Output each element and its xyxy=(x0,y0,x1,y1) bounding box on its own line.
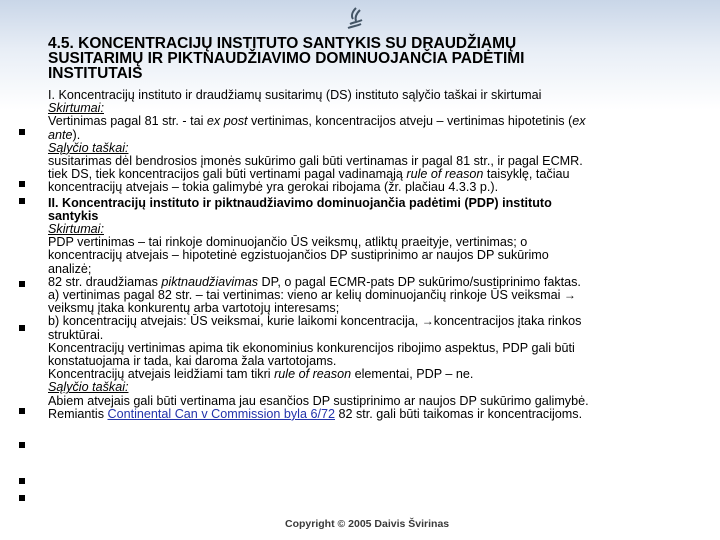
feather-logo-icon xyxy=(342,6,368,32)
title-line: SUSITARIMŲ IR PIKTNAUDŽIAVIMO DOMINUOJANČIA PADĖTIMI xyxy=(48,50,525,67)
section-heading-2: II. Koncentracijų instituto ir piktnaudžiavimo dominuojančia padėtimi (PDP) instituto xyxy=(48,195,552,210)
arrow-right-icon: → xyxy=(421,314,434,329)
paragraph-line: Abiem atvejais gali būti vertinama jau esančios DP sustiprinimo ar naujos DP sukūrimo galimybė. xyxy=(48,393,589,408)
section-heading-1: I. Koncentracijų instituto ir draudžiamų susitarimų (DS) instituto sąlyčio taškai ir skirtumai xyxy=(48,88,542,102)
square-bullet-icon xyxy=(19,442,25,448)
paragraph-line: koncentracijų atvejais – tokia galimybė yra gerokai ribojama (žr. plačiau 4.3.3 p.). xyxy=(48,180,499,195)
subheading-skirtumai: Skirtumai: xyxy=(48,222,104,237)
paragraph-line: analizė; xyxy=(48,261,92,276)
paragraph-line: a) vertinimas pagal 82 str. – tai vertinimas: vieno ar kelių dominuojančių rinkoje ŪS veiksmai → xyxy=(48,288,576,303)
square-bullet-icon xyxy=(19,198,25,204)
paragraph-line: konstatuojama ir tada, kai daroma žala vartotojams. xyxy=(48,354,337,369)
paragraph-line: koncentracijų atvejais – hipotetinė egzistuojančios DP sustiprinimo ar naujos DP sukūrimo xyxy=(48,248,549,263)
square-bullet-icon xyxy=(19,495,25,501)
paragraph-line: struktūrai. xyxy=(48,327,104,342)
paragraph-line: PDP vertinimas – tai rinkoje dominuojančio ŪS veiksmų, atliktų praeityje, vertinimas; o xyxy=(48,235,528,250)
square-bullet-icon xyxy=(19,129,25,135)
subheading-salycio: Sąlyčio taškai: xyxy=(48,380,129,395)
arrow-right-icon: → xyxy=(563,288,576,303)
square-bullet-icon xyxy=(19,181,25,187)
copyright-footer: Copyright © 2005 Daivis Švirinas xyxy=(285,518,450,530)
title-line: 4.5. KONCENTRACIJŲ INSTITUTO SANTYKIS SU DRAUDŽIAMŲ xyxy=(48,35,517,52)
paragraph-line: b) koncentracijų atvejais: ŪS veiksmai, kurie laikomi koncentracija, →koncentracijos įtaka rinkos xyxy=(48,314,582,329)
paragraph-line: Vertinimas pagal 81 str. - tai ex post vertinimas, koncentracijos atveju – vertinimas hipotetinis (ex xyxy=(48,114,586,129)
square-bullet-icon xyxy=(19,281,25,287)
paragraph-line: ante). xyxy=(48,127,81,142)
content-body xyxy=(48,89,698,421)
square-bullet-icon xyxy=(19,408,25,414)
paragraph-line: Remiantis Continental Can v Commission byla 6/72 82 str. gali būti taikomas ir koncentracijoms. xyxy=(48,406,583,421)
paragraph-line: Koncentracijų vertinimas apima tik ekonominius konkurencijos ribojimo aspektus, PDP gali būti xyxy=(48,340,575,355)
section-heading-2: santykis xyxy=(48,208,99,223)
title-line: INSTITUTAIS xyxy=(48,65,143,82)
square-bullet-icon xyxy=(19,478,25,484)
square-bullet-icon xyxy=(19,325,25,331)
paragraph-line: veiksmų įtaka konkurentų arba vartotojų interesams; xyxy=(48,301,340,316)
page-title xyxy=(48,36,688,81)
subheading-salycio: Sąlyčio taškai: xyxy=(48,140,129,155)
subheading-skirtumai: Skirtumai: xyxy=(48,101,104,116)
paragraph-line: Koncentracijų atvejais leidžiami tam tikri rule of reason elementai, PDP – ne. xyxy=(48,367,474,382)
paragraph-line: tiek DS, tiek koncentracijos gali būti vertinami pagal vadinamąją rule of reason taisyklę, tačiau xyxy=(48,167,570,182)
paragraph-line: 82 str. draudžiamas piktnaudžiavimas DP, o pagal ECMR-pats DP sukūrimo/sustiprinimo faktas. xyxy=(48,274,581,289)
case-link[interactable]: Continental Can v Commission byla 6/72 xyxy=(107,406,335,421)
paragraph-line: susitarimas dėl bendrosios įmonės sukūrimo gali būti vertinamas ir pagal 81 str., ir pagal ECMR. xyxy=(48,154,583,169)
